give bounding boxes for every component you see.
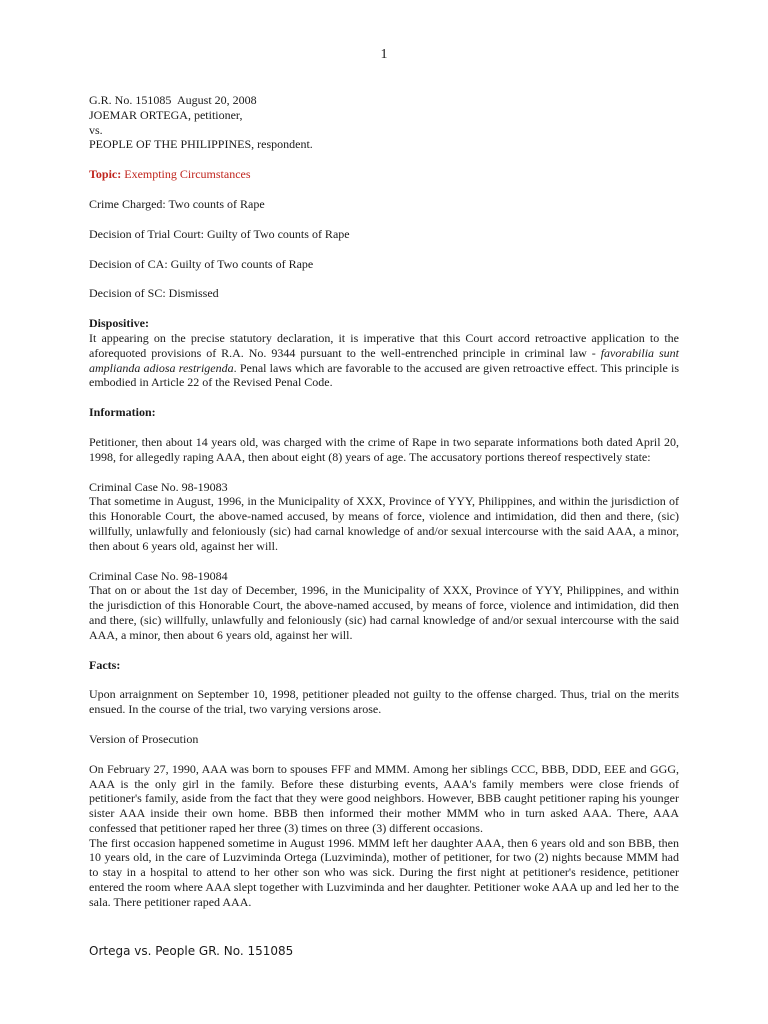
decision-trial-court: Decision of Trial Court: Guilty of Two counts of Rape [89, 226, 350, 241]
decision-date: August 20, 2008 [177, 93, 257, 107]
latin-maxim: favorabilia sunt amplianda adiosa restrigenda [89, 345, 679, 375]
topic-label: Topic: [89, 167, 122, 182]
facts-para2: On February 27, 1990, AAA was born to spouses FFF and MMM. Among her siblings CCC, BBB, DDD, EEE and GGG, AAA is the only girl in the family. Before these disturbing events, AAA's family members were close friends of petitioner's family, aside from the fact that they were good neighbors. However, BBB caught petitioner raping his younger sister AAA inside their own home. BBB then informed their mother MMM who in turn asked AAA. There, AAA confessed that petitioner raped her three (3) times on three (3) different occasions. [89, 761, 679, 835]
topic-line [89, 167, 679, 182]
facts-heading: Facts: [89, 657, 121, 672]
petitioner-line: JOEMAR ORTEGA, petitioner, [89, 107, 243, 122]
facts-para1: Upon arraignment on September 10, 1998, petitioner pleaded not guilty to the offense charged. Thus, trial on the merits ensued. In the course of the trial, two varying versions arose. [89, 687, 679, 717]
decision-sc: Decision of SC: Dismissed [89, 286, 219, 301]
case2-title: Criminal Case No. 98-19084 [89, 568, 228, 583]
case1-title: Criminal Case No. 98-19083 [89, 479, 228, 494]
document-body [89, 93, 679, 910]
case2-text: That on or about the 1st day of December, 1996, in the Municipality of XXX, Province of YYY, Philippines, and within the jurisdiction of this Honorable Court, the above-named accused, by means of force, violence and intimidation, did then and there, (sic) willfully, unlawfully and feloniously (sic) had carnal knowledge of and/or sexual intercourse with the said AAA, a minor, then about 6 years old, against her will. [89, 583, 679, 642]
page-footer: Ortega vs. People GR. No. 151085 [89, 944, 294, 958]
respondent-line: PEOPLE OF THE PHILIPPINES, respondent. [89, 137, 313, 152]
decision-ca: Decision of CA: Guilty of Two counts of Rape [89, 256, 314, 271]
case1-text: That sometime in August, 1996, in the Municipality of XXX, Province of YYY, Philippines, and within the jurisdiction of this Honorable Court, the above-named accused, by means of force, violence and intimidation, did then and there, (sic) willfully, unlawfully and feloniously (sic) had carnal knowledge of and/or sexual intercourse with the said AAA, a minor, then about 6 years old, against her will. [89, 494, 679, 553]
dispositive-text-part2: . Penal laws which are favorable to the accused are given retroactive effect. This principle is embodied in Article 22 of the Revised Penal Code. [89, 360, 679, 390]
facts-para3: The first occasion happened sometime in August 1996. MMM left her daughter AAA, then 6 years old and son BBB, then 10 years old, in the care of Luzviminda Ortega (Luzviminda), mother of petitioner, for two (2) nights because MMM had to stay in a hospital to attend to her other son who was sick. During the first night at petitioner's residence, petitioner entered the room where AAA slept together with Luzviminda and her daughter. Petitioner woke AAA up and led her to the sala. There petitioner raped AAA. [89, 835, 679, 909]
information-intro: Petitioner, then about 14 years old, was charged with the crime of Rape in two separate informations both dated April 20, 1998, for allegedly raping AAA, then about eight (8) years of age. The accusatory portions thereof respectively state: [89, 434, 679, 464]
case-number-line [89, 93, 679, 108]
page-number: 1 [380, 47, 388, 62]
versus-line: vs. [89, 122, 103, 137]
topic-value: Exempting Circumstances [124, 167, 251, 182]
version-heading: Version of Prosecution [89, 731, 199, 746]
information-heading: Information: [89, 405, 156, 420]
gr-number: G.R. No. 151085 [89, 93, 172, 107]
dispositive-text [89, 331, 679, 390]
dispositive-heading: Dispositive: [89, 316, 149, 331]
crime-charged: Crime Charged: Two counts of Rape [89, 196, 265, 211]
dispositive-text-part1: It appearing on the precise statutory declaration, it is imperative that this Court accord retroactive application to the aforequoted provisions of R.A. No. 9344 pursuant to the well-entrenched principle in criminal law - [89, 330, 679, 360]
